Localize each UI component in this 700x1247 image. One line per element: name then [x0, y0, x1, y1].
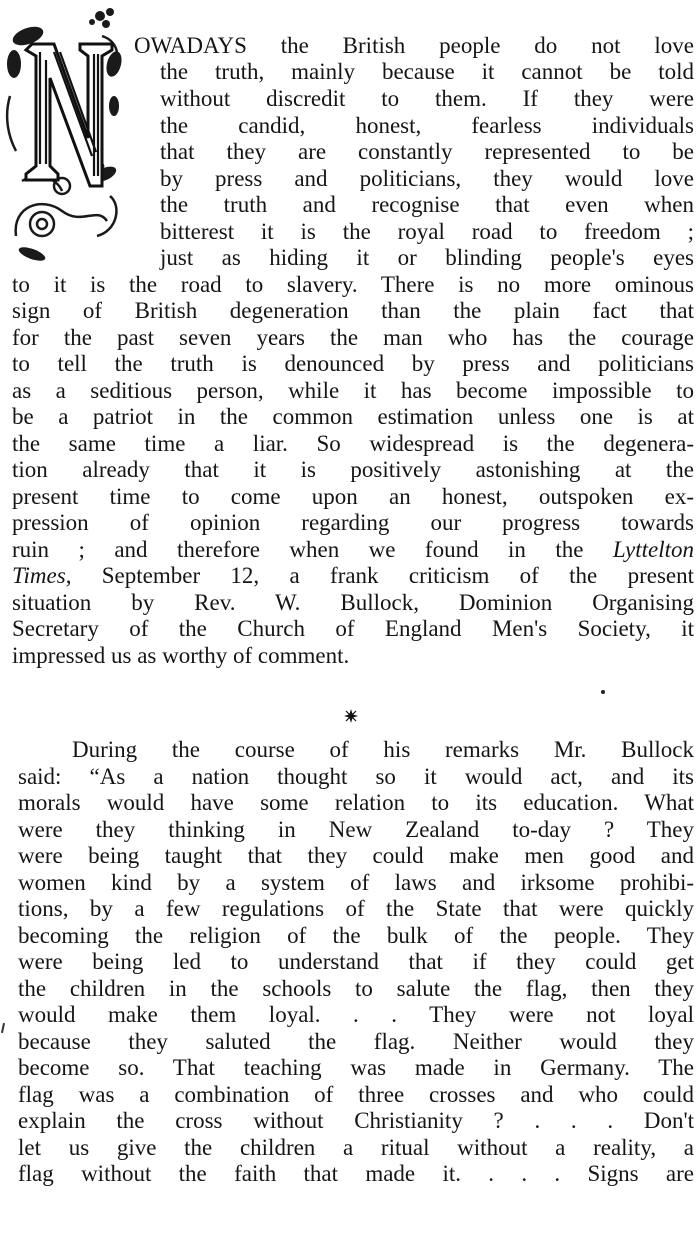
paragraph-1-line-23: Secretary of the Church of England Men's Society, it — [12, 616, 694, 641]
paragraph-1-line-11: sign of British degeneration than the plain fact that — [12, 298, 694, 323]
paragraph-2-line-16: let us give the children a ritual without a reality, a — [18, 1135, 694, 1160]
paragraph-1-line-16: the same time a liar. So widespread is the degenera- — [12, 431, 694, 456]
stray-dot — [601, 690, 605, 694]
paragraph-2-line-9: were being led to understand that if they could get — [18, 949, 694, 974]
newspaper-name: Lyttelton — [612, 537, 694, 562]
paragraph-1-line-24: impressed us as worthy of comment. — [12, 643, 350, 668]
paragraph-1-line-14: as a seditious person, while it has become impossible to — [12, 378, 694, 403]
paragraph-1-line-4: the candid, honest, fearless individuals — [160, 113, 694, 138]
paragraph-1-line-22: situation by Rev. W. Bullock, Dominion Organising — [12, 590, 694, 615]
paragraph-1-line-15: be a patriot in the common estimation unless one is at — [12, 404, 694, 429]
paragraph-1-line-17: tion already that it is positively astonishing at the — [12, 457, 694, 482]
paragraph-1-line-3: without discredit to them. If they were — [160, 86, 694, 111]
ornamental-initial-n-icon — [2, 6, 130, 268]
paragraph-2-line-2: said: “As a nation thought so it would act, and its — [18, 764, 694, 789]
paragraph-2-line-14: flag was a combination of three crosses and who could — [18, 1082, 694, 1107]
paragraph-1-line-18: present time to come upon an honest, outspoken ex- — [12, 484, 694, 509]
paragraph-2-line-17: flag without the faith that made it. . . . Signs are — [18, 1161, 694, 1186]
paragraph-1-line-12: for the past seven years the man who has the courage — [12, 325, 694, 350]
paragraph-2-line-7: tions, by a few regulations of the State that were quickly — [18, 896, 694, 921]
paragraph-2-line-13: become so. That teaching was made in Germany. The — [18, 1055, 694, 1080]
paragraph-1-line-2: the truth, mainly because it cannot be told — [160, 59, 694, 84]
paragraph-2-line-11: would make them loyal. . . They were not loyal — [18, 1002, 694, 1027]
paragraph-1-line-13: to tell the truth is denounced by press and politicians — [12, 351, 694, 376]
newspaper-name-cont: Times — [12, 563, 66, 588]
paragraph-2-line-12: because they saluted the flag. Neither would they — [18, 1029, 694, 1054]
paragraph-1-line-20 — [12, 537, 694, 563]
paragraph-1-line-6: by press and politicians, they would love — [160, 166, 694, 191]
paragraph-2-line-3: morals would have some relation to its education. What — [18, 790, 694, 815]
paragraph-1-line-5: that they are constantly represented to be — [160, 139, 694, 164]
paragraph-2-line-6: women kind by a system of laws and irksome prohibi- — [18, 870, 694, 895]
paragraph-2-line-4: were they thinking in New Zealand to-day ? They — [18, 817, 694, 842]
paragraph-1-line-1: OWADAYS the British people do not love — [134, 33, 694, 58]
paragraph-1-line-10: to it is the road to slavery. There is no more ominous — [12, 272, 694, 297]
paragraph-2-line-15: explain the cross without Christianity ? . . . Don't — [18, 1108, 694, 1133]
stray-mark — [1, 1023, 5, 1033]
paragraph-2-line-8: becoming the religion of the bulk of the people. They — [18, 923, 694, 948]
paragraph-1-line-19: pression of opinion regarding our progress towards — [12, 510, 694, 535]
paragraph-2-line-5: were being taught that they could make men good and — [18, 843, 694, 868]
paragraph-1-line-8: bitterest it is the royal road to freedom ; — [160, 219, 694, 244]
paragraph-1-line-7: the truth and recognise that even when — [160, 192, 694, 217]
paragraph-1-line-21 — [12, 563, 694, 589]
line-21-text: , September 12, a frank criticism of the present — [65, 563, 694, 588]
paragraph-2-line-1: During the course of his remarks Mr. Bullock — [72, 737, 694, 762]
paragraph-2-line-10: the children in the schools to salute the flag, then they — [18, 976, 694, 1001]
line-20-text: ruin ; and therefore when we found in the — [12, 537, 613, 562]
ornament-icon — [344, 709, 358, 723]
paragraph-1-line-9: just as hiding it or blinding people's eyes — [160, 245, 694, 270]
